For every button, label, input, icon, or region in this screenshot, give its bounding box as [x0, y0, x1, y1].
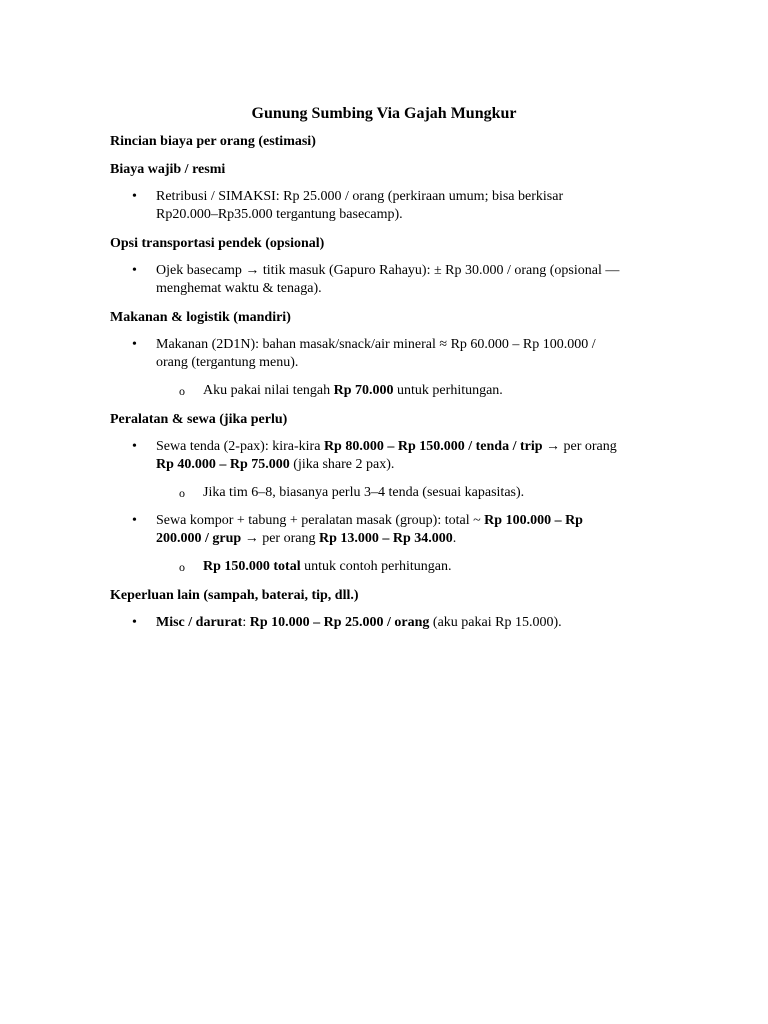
- intro-heading: Rincian biaya per orang (estimasi): [110, 134, 316, 149]
- item-text-line: orang (tergantung menu).: [156, 355, 299, 370]
- item-text-line: Rp 40.000 – Rp 75.000 (jika share 2 pax).: [156, 457, 395, 472]
- item-text-line: Retribusi / SIMAKSI: Rp 25.000 / orang (perkiraan umum; bisa berkisar: [156, 189, 564, 204]
- sub-item-text: Aku pakai nilai tengah Rp 70.000 untuk perhitungan.: [203, 383, 503, 398]
- transport-heading: Opsi transportasi pendek (opsional): [110, 236, 325, 251]
- item-text-line: Rp20.000–Rp35.000 tergantung basecamp).: [156, 207, 403, 222]
- bullet-icon: •: [132, 615, 137, 630]
- item-text-line: Sewa tenda (2-pax): kira-kira Rp 80.000 – Rp 150.000 / tenda / trip → per orang: [156, 439, 617, 454]
- item-text-line: Makanan (2D1N): bahan masak/snack/air mineral ≈ Rp 60.000 – Rp 100.000 /: [156, 337, 596, 352]
- sub-bullet-icon: o: [179, 560, 185, 574]
- bullet-icon: •: [132, 263, 137, 278]
- food-heading: Makanan & logistik (mandiri): [110, 310, 291, 325]
- item-text-line: Misc / darurat: Rp 10.000 – Rp 25.000 / orang (aku pakai Rp 15.000).: [156, 615, 562, 630]
- item-text-line: Sewa kompor + tabung + peralatan masak (group): total ~ Rp 100.000 – Rp: [156, 513, 583, 528]
- item-text-line: menghemat waktu & tenaga).: [156, 281, 322, 296]
- sub-bullet-icon: o: [179, 486, 185, 500]
- sub-item-text: Rp 150.000 total untuk contoh perhitungan.: [203, 559, 452, 574]
- equipment-heading: Peralatan & sewa (jika perlu): [110, 412, 288, 427]
- misc-heading: Keperluan lain (sampah, baterai, tip, dll.): [110, 588, 359, 603]
- sub-bullet-icon: o: [179, 384, 185, 398]
- item-text-line: 200.000 / grup → per orang Rp 13.000 – Rp 34.000.: [156, 531, 457, 546]
- bullet-icon: •: [132, 189, 137, 204]
- bullet-icon: •: [132, 513, 137, 528]
- bullet-icon: •: [132, 439, 137, 454]
- sub-item-text: Jika tim 6–8, biasanya perlu 3–4 tenda (sesuai kapasitas).: [203, 485, 525, 500]
- bullet-icon: •: [132, 337, 137, 352]
- item-text-line: Ojek basecamp → titik masuk (Gapuro Rahayu): ± Rp 30.000 / orang (opsional —: [156, 263, 620, 278]
- page-title: Gunung Sumbing Via Gajah Mungkur: [251, 105, 517, 122]
- mandatory-heading: Biaya wajib / resmi: [110, 162, 226, 177]
